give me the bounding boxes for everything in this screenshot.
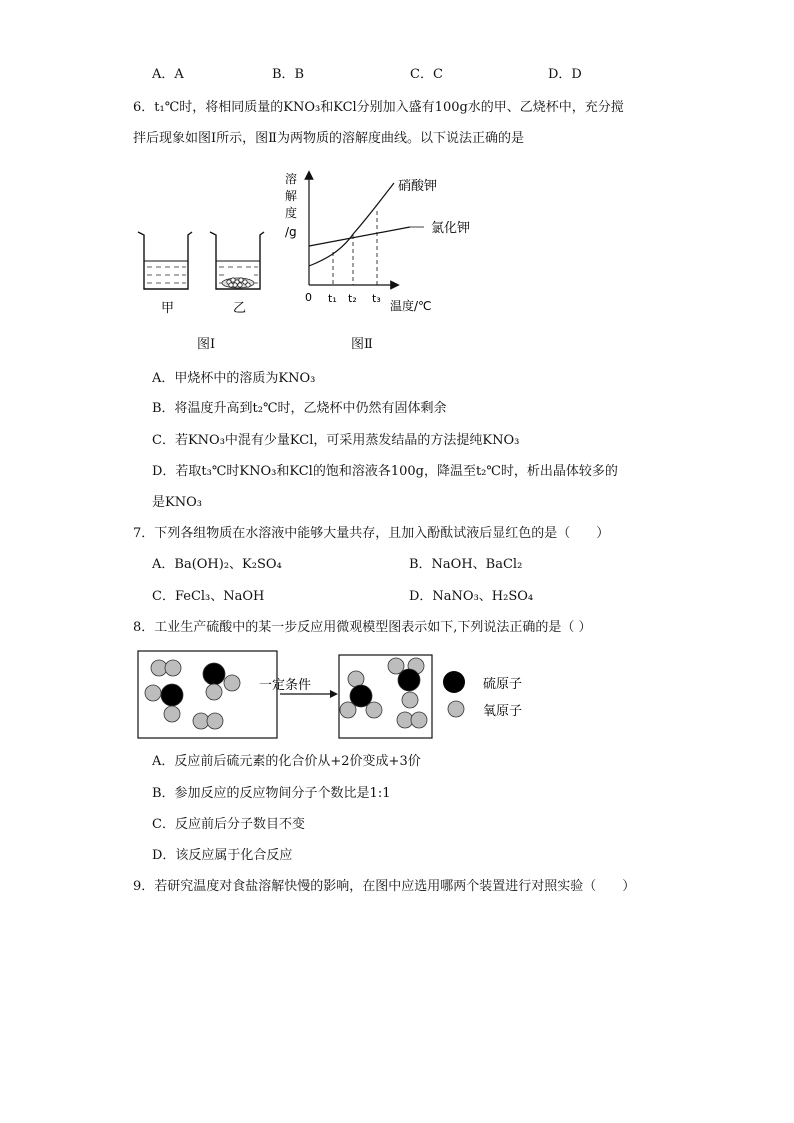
q6-option-d-cont: 是KNO₃: [152, 495, 202, 510]
origin-label: 0: [305, 291, 312, 304]
sulfur-atom: [398, 669, 420, 691]
oxygen-atom: [402, 692, 418, 708]
oxygen-atom: [224, 675, 240, 691]
q7-option-a[interactable]: A．Ba(OH)₂、K₂SO₄: [152, 557, 282, 572]
beaker-figure: [130, 225, 280, 325]
y-axis-label-char-2: 解: [285, 189, 298, 203]
beaker-b-label: 乙: [233, 301, 247, 316]
q6-option-b[interactable]: B．将温度升高到t₂℃时，乙烧杯中仍然有固体剩余: [152, 401, 447, 416]
oxygen-atom: [165, 660, 181, 676]
tick-t2: t₂: [348, 292, 357, 305]
q8-option-d[interactable]: D．该反应属于化合反应: [152, 848, 293, 863]
q6-option-c[interactable]: C．若KNO₃中混有少量KCl，可采用蒸发结晶的方法提纯KNO₃: [152, 433, 520, 448]
q6-stem-line2: 拌后现象如图Ⅰ所示，图Ⅱ为两物质的溶解度曲线。以下说法正确的是: [133, 131, 524, 146]
q6-option-a[interactable]: A．甲烧杯中的溶质为KNO₃: [152, 371, 316, 386]
q7-option-c[interactable]: C．FeCl₃、NaOH: [152, 589, 265, 604]
beaker-a: [138, 232, 192, 289]
sulfur-atom: [161, 684, 183, 706]
y-axis-label-char-3: 度: [285, 206, 298, 220]
legend-sulfur-icon: [443, 671, 465, 693]
reaction-model-figure: [130, 645, 550, 745]
oxygen-atom: [164, 706, 180, 722]
kno3-label: 硝酸钾: [398, 179, 438, 194]
q8-option-b[interactable]: B．参加反应的反应物间分子个数比是1:1: [152, 786, 391, 801]
q7-option-b[interactable]: B．NaOH、BaCl₂: [409, 557, 523, 572]
x-axis-label: 温度/℃: [390, 299, 432, 313]
reaction-condition: 一定条件: [259, 678, 312, 693]
solubility-chart: [282, 165, 482, 315]
legend-sulfur-label: 硫原子: [483, 677, 523, 692]
legend-oxygen-icon: [448, 701, 464, 717]
kno3-curve: [309, 183, 394, 266]
legend-oxygen-label: 氧原子: [483, 704, 523, 719]
beaker-b: [210, 232, 264, 289]
oxygen-atom: [348, 671, 364, 687]
tick-t1: t₁: [328, 292, 337, 305]
oxygen-atom: [207, 713, 223, 729]
figure-2-caption: 图Ⅱ: [351, 337, 373, 352]
q8-option-a[interactable]: A．反应前后硫元素的化合价从+2价变成+3价: [152, 754, 421, 769]
q5-option-c[interactable]: C．C: [410, 67, 443, 82]
q5-option-d[interactable]: D．D: [548, 67, 582, 82]
reaction-arrow-head: [330, 690, 338, 698]
figure-1-caption: 图Ⅰ: [197, 337, 216, 352]
q5-option-b[interactable]: B．B: [272, 67, 305, 82]
oxygen-atom: [340, 702, 356, 718]
q7-option-d[interactable]: D．NaNO₃、H₂SO₄: [409, 589, 534, 604]
oxygen-atom: [366, 702, 382, 718]
q9-stem: 9．若研究温度对食盐溶解快慢的影响，在图中应选用哪两个装置进行对照实验（ ）: [133, 879, 636, 894]
q7-stem: 7．下列各组物质在水溶液中能够大量共存，且加入酚酞试液后显红色的是（ ）: [133, 526, 610, 541]
y-axis-label: [285, 171, 297, 239]
q6-option-d[interactable]: D．若取t₃℃时KNO₃和KCl的饱和溶液各100g，降温至t₂℃时，析出晶体较多的: [152, 464, 618, 479]
y-axis-label-char-1: 溶: [285, 172, 298, 186]
q8-option-c[interactable]: C．反应前后分子数目不变: [152, 817, 305, 832]
sulfur-atom: [203, 663, 225, 685]
q8-stem: 8．工业生产硫酸中的某一步反应用微观模型图表示如下,下列说法正确的是（ ）: [133, 620, 592, 635]
oxygen-atom: [411, 712, 427, 728]
q5-option-a[interactable]: A．A: [152, 67, 184, 82]
oxygen-atom: [145, 685, 161, 701]
tick-t3: t₃: [372, 292, 381, 305]
q6-stem-line1: 6．t₁℃时，将相同质量的KNO₃和KCl分别加入盛有100g水的甲、乙烧杯中，充分搅: [133, 100, 624, 115]
kcl-label: 氯化钾: [431, 221, 471, 236]
kcl-curve: [309, 227, 410, 246]
beaker-a-label: 甲: [161, 301, 175, 316]
y-axis-label-char-4: /g: [285, 225, 297, 239]
oxygen-atom: [206, 684, 222, 700]
undissolved-solid: [222, 278, 254, 288]
